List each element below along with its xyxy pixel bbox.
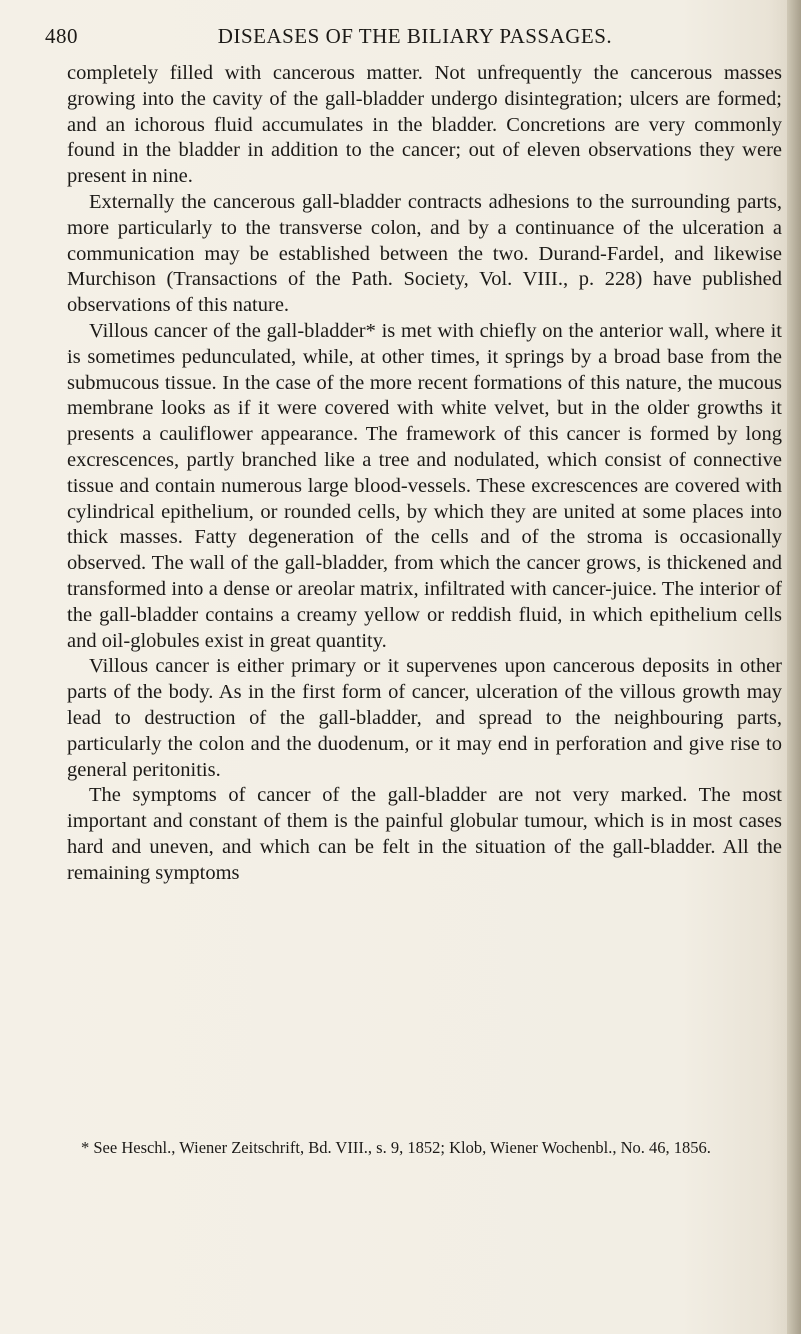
paragraph-4: Villous cancer is either primary or it supervenes upon cancerous deposits in other parts of the body. As in the first form of cancer, ulceration of the villous growth may lead to destruction of the gall-bladder, and spread to the neighbouring parts, particularly the colon and the duodenum, or it may end in perforation and give rise to general peritonitis. (67, 655, 782, 781)
paragraph-2: Externally the cancerous gall-bladder contracts adhesions to the surrounding parts, more particularly to the transverse colon, and by a continuance of the ulceration a communication may be established between the two. Durand-Fardel, and likewise Murchison (Transactions of the Path. Society, Vol. VIII., p. 228) have published observations of this nature. (67, 190, 782, 317)
page-edge-shadow (787, 0, 801, 1334)
paragraph-1: completely filled with cancerous matter. Not unfrequently the cancerous masses growing into the cavity of the gall-bladder undergo disintegration; ulcers are formed; and an ichorous fluid accumulates in the bladder. Concretions are very commonly found in the bladder in addition to the cancer; out of eleven observations they were present in nine. (67, 62, 782, 188)
paragraph-5: The symptoms of cancer of the gall-bladder are not very marked. The most important and constant of them is the painful globular tumour, which is in most cases hard and uneven, and which can be felt in the situation of the gall-bladder. All the remaining symptoms (67, 784, 782, 884)
page-header (45, 24, 745, 54)
page-number: 480 (45, 24, 78, 48)
running-head: DISEASES OF THE BILIARY PASSAGES. (217, 24, 613, 48)
paragraph-3: Villous cancer of the gall-bladder* is met with chiefly on the anterior wall, where it is sometimes pedunculated, while, at other times, it springs by a broad base from the submucous tissue. In the case of the more recent formations of this nature, the mucous membrane looks as if it were covered with white velvet, but in the older growths it presents a cauliflower appearance. The framework of this cancer is formed by long excrescences, partly branched like a tree and nodulated, which consist of connective tissue and contain numerous large blood-vessels. These excrescences are covered with cylindrical epithelium, or rounded cells, by which they are united at some places into thick masses. Fatty degeneration of the cells and of the stroma is occasionally observed. The wall of the gall-bladder, from which the cancer grows, is thickened and transformed into a dense or areolar matrix, infiltrated with cancer-juice. The interior of the gall-bladder contains a creamy yellow or reddish fluid, in which epithelium cells and oil-globules exist in great quantity. (67, 319, 782, 652)
footnote: * See Heschl., Wiener Zeitschrift, Bd. VIII., s. 9, 1852; Klob, Wiener Wochenbl., No. 46, 1856. (81, 1138, 711, 1157)
body-text (67, 61, 782, 887)
